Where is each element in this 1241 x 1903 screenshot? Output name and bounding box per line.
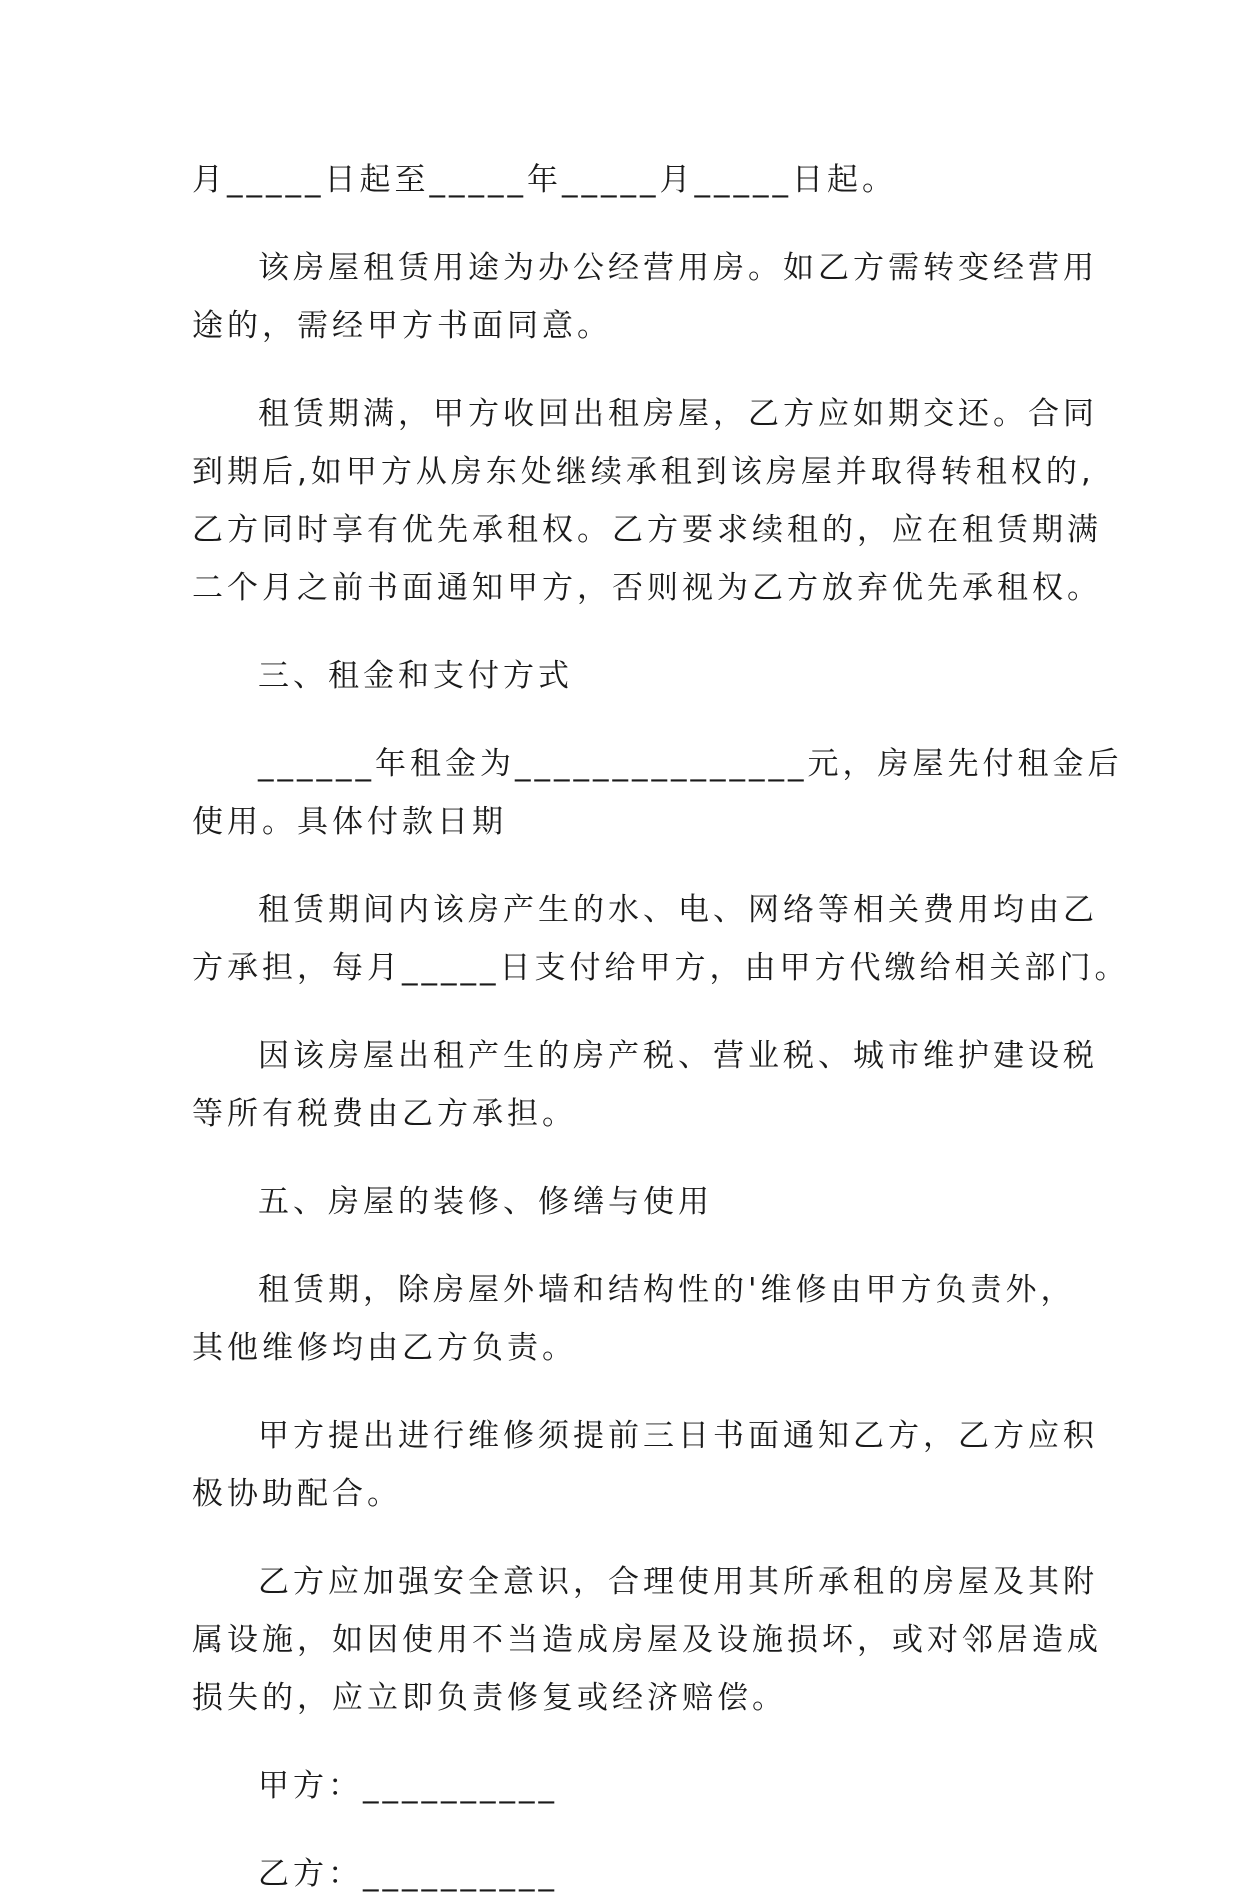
text-line: 乙方同时享有优先承租权。乙方要求续租的，应在租赁期满: [192, 512, 1102, 548]
paragraph-spacer: [192, 355, 1072, 385]
text-line: 因该房屋出租产生的房产税、营业税、城市维护建设税: [258, 1038, 1098, 1074]
text-line: 其他维修均由乙方负责。: [192, 1330, 577, 1366]
text-line: 租赁期满，甲方收回出租房屋，乙方应如期交还。合同: [258, 396, 1098, 432]
paragraph: [192, 1845, 1072, 1903]
text-line: 到期后,如甲方从房东处继续承租到该房屋并取得转租权的,: [192, 454, 1095, 490]
text-line: 甲方：__________: [258, 1768, 558, 1804]
paragraph-spacer: [192, 617, 1072, 647]
text-line: 租赁期，除房屋外墙和结构性的'维修由甲方负责外，: [258, 1272, 1076, 1308]
paragraph: [192, 239, 1098, 355]
document-body: [192, 151, 1130, 1903]
text-line: 属设施，如因使用不当造成房屋及设施损坏，或对邻居造成: [192, 1622, 1102, 1658]
text-line: 损失的，应立即负责修复或经济赔偿。: [192, 1680, 787, 1716]
text-line: 五、房屋的装修、修缮与使用: [258, 1184, 713, 1220]
paragraph-spacer: [192, 997, 1072, 1027]
paragraph-spacer: [192, 1523, 1072, 1553]
paragraph-spacer: [192, 1727, 1072, 1757]
text-line: 三、租金和支付方式: [258, 658, 573, 694]
text-line: 甲方提出进行维修须提前三日书面通知乙方，乙方应积: [258, 1418, 1098, 1454]
paragraph-spacer: [192, 1815, 1072, 1845]
paragraph-spacer: [192, 209, 1072, 239]
paragraph: [192, 647, 1072, 705]
paragraph: [192, 1757, 1072, 1815]
paragraph: [192, 1407, 1098, 1523]
text-line: 该房屋租赁用途为办公经营用房。如乙方需转变经营用: [258, 250, 1098, 286]
text-line: ______年租金为_______________元，房屋先付租金后: [258, 746, 1123, 782]
paragraph-spacer: [192, 1377, 1072, 1407]
text-line: 等所有税费由乙方承担。: [192, 1096, 577, 1132]
paragraph-spacer: [192, 1143, 1072, 1173]
paragraph: [192, 881, 1130, 997]
paragraph: [192, 735, 1123, 851]
text-line: 极协助配合。: [192, 1476, 402, 1512]
paragraph-spacer: [192, 851, 1072, 881]
text-line: 乙方应加强安全意识，合理使用其所承租的房屋及其附: [258, 1564, 1098, 1600]
text-line: 使用。具体付款日期: [192, 804, 507, 840]
paragraph: [192, 1173, 1072, 1231]
text-line: 乙方：__________: [258, 1856, 558, 1892]
text-line: 方承担，每月_____日支付给甲方，由甲方代缴给相关部门。: [192, 950, 1130, 986]
paragraph-spacer: [192, 705, 1072, 735]
text-line: 月_____日起至_____年_____月_____日起。: [192, 162, 897, 198]
text-line: 二个月之前书面通知甲方，否则视为乙方放弃优先承租权。: [192, 570, 1102, 606]
text-line: 租赁期间内该房产生的水、电、网络等相关费用均由乙: [258, 892, 1098, 928]
paragraph-spacer: [192, 1231, 1072, 1261]
paragraph: [192, 385, 1102, 617]
text-line: 途的，需经甲方书面同意。: [192, 308, 612, 344]
paragraph: [192, 1027, 1098, 1143]
paragraph: [192, 1261, 1076, 1377]
paragraph: [192, 1553, 1102, 1727]
paragraph: [192, 151, 1072, 209]
